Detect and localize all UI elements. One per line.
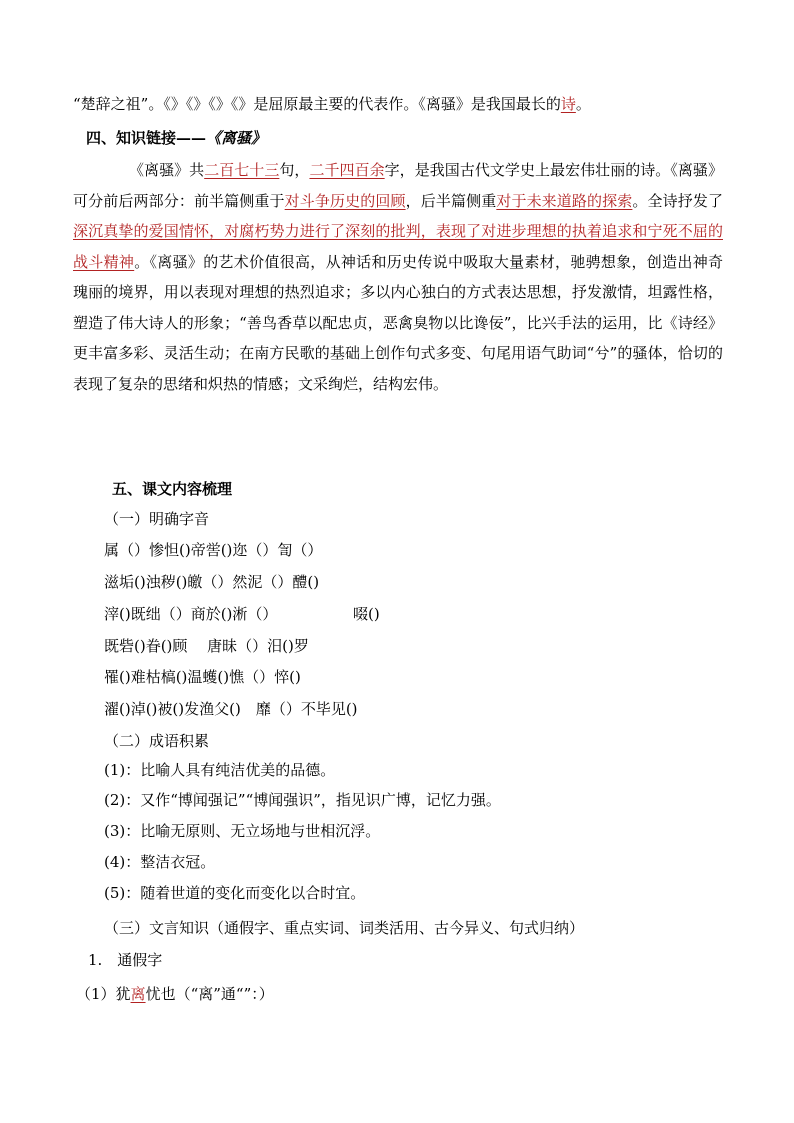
idiom-item-3: (3)：比喻无原则、无立场地与世相沉浮。 bbox=[104, 822, 381, 840]
subsection-classical-heading: （三）文言知识（通假字、重点实词、词类活用、古今异义、句式归纳） bbox=[104, 919, 585, 937]
para-highlight-char-count: 二千四百余 bbox=[309, 161, 385, 179]
question-1 bbox=[76, 984, 274, 1004]
paragraph-indent bbox=[73, 161, 129, 179]
pronunciation-line-1: 属（）惨怛()帝喾()迩（）訇（） bbox=[104, 541, 323, 559]
para-highlight-first-half: 对斗争历史的回顾 bbox=[284, 191, 406, 210]
question-1-prefix: （1）犹 bbox=[76, 985, 131, 1003]
item-tongjiazi: 1. 通假字 bbox=[88, 951, 163, 969]
idiom-item-5: (5)：随着世道的变化而变化以合时宜。 bbox=[104, 884, 366, 902]
subsection-idioms-heading: （二）成语积累 bbox=[104, 732, 210, 750]
para-text-1: 《离骚》共 bbox=[129, 161, 205, 179]
intro-line bbox=[73, 94, 591, 114]
pronunciation-line-4: 既砦()眷()顾 唐昧（）汨()罗 bbox=[104, 637, 309, 655]
subsection-pronunciation-heading: （一）明确字音 bbox=[104, 510, 210, 528]
question-1-highlight: 离 bbox=[130, 985, 146, 1003]
section5-heading: 五、课文内容梳理 bbox=[112, 480, 233, 498]
section4-heading-title: 《离骚》 bbox=[206, 129, 267, 147]
section4-heading bbox=[86, 128, 266, 148]
pronunciation-line-5: 罹()难枯槁()温蠖()憔（）悴() bbox=[104, 668, 301, 686]
para-text-6: 。《离骚》的艺术价值很高，从神话和历史传说中吸取大量素材，驰骋想象，创造出神奇瑰丽的境界，用以表现对理想的热烈追求；多以内心独白的方式表达思想，抒发激情，坦露性格，塑造了伟大诗人的形象；“善鸟香草以配忠贞，恶禽臭物以比谗佞”，比兴手法的运用，比《诗经》更丰富多彩、灵活生动；在南方民歌的基础上创作句式多变、句尾用语气助词“兮”的骚体，恰切的表现了复杂的思绪和炽热的情感；文采绚烂，结构宏伟。 bbox=[73, 252, 723, 393]
idiom-item-1: (1)：比喻人具有纯洁优美的品德。 bbox=[104, 761, 336, 779]
section4-paragraph bbox=[73, 155, 723, 399]
para-text-3: 字，是我国古代文学史上最宏伟壮丽的诗。《离骚》可分前后两部分：前半篇侧重于 bbox=[73, 161, 723, 210]
question-1-suffix: 忧也（“离”通“”：） bbox=[145, 985, 274, 1003]
idiom-item-4: (4)：整洁衣冠。 bbox=[104, 853, 216, 871]
para-highlight-second-half: 对于未来道路的探索 bbox=[496, 191, 633, 210]
section4-heading-prefix: 四、知识链接—— bbox=[86, 129, 207, 147]
para-text-5: 。全诗抒发了 bbox=[632, 191, 723, 210]
pronunciation-line-6: 濯()淖()被()发渔父() 靡（）不毕见() bbox=[104, 700, 358, 718]
para-highlight-theme: 深沉真挚的爱国情怀，对腐朽势力进行了深刻的批判，表现了对进步理想的执着追求和宁死不屈的战斗精神 bbox=[73, 222, 723, 271]
pronunciation-line-2: 滋垢()浊秽()皦（）然泥（）醴() bbox=[104, 573, 320, 591]
intro-highlight-poem: 诗 bbox=[560, 95, 576, 113]
idiom-item-2: (2)：又作“博闻强记”“博闻强识”，指见识广博，记忆力强。 bbox=[104, 791, 501, 809]
para-text-4: ，后半篇侧重 bbox=[405, 191, 497, 210]
para-highlight-line-count: 二百七十三 bbox=[204, 161, 280, 179]
intro-text: “楚辞之祖”。《》《》《》《》是屈原最主要的代表作。《离骚》是我国最长的 bbox=[73, 95, 561, 113]
pronunciation-line-3: 滓()既绌（）商於()淅（） bbox=[104, 605, 278, 623]
intro-period: 。 bbox=[575, 95, 591, 113]
pronunciation-line-3-extra: 啜() bbox=[353, 605, 380, 623]
para-text-2: 句， bbox=[279, 161, 310, 179]
